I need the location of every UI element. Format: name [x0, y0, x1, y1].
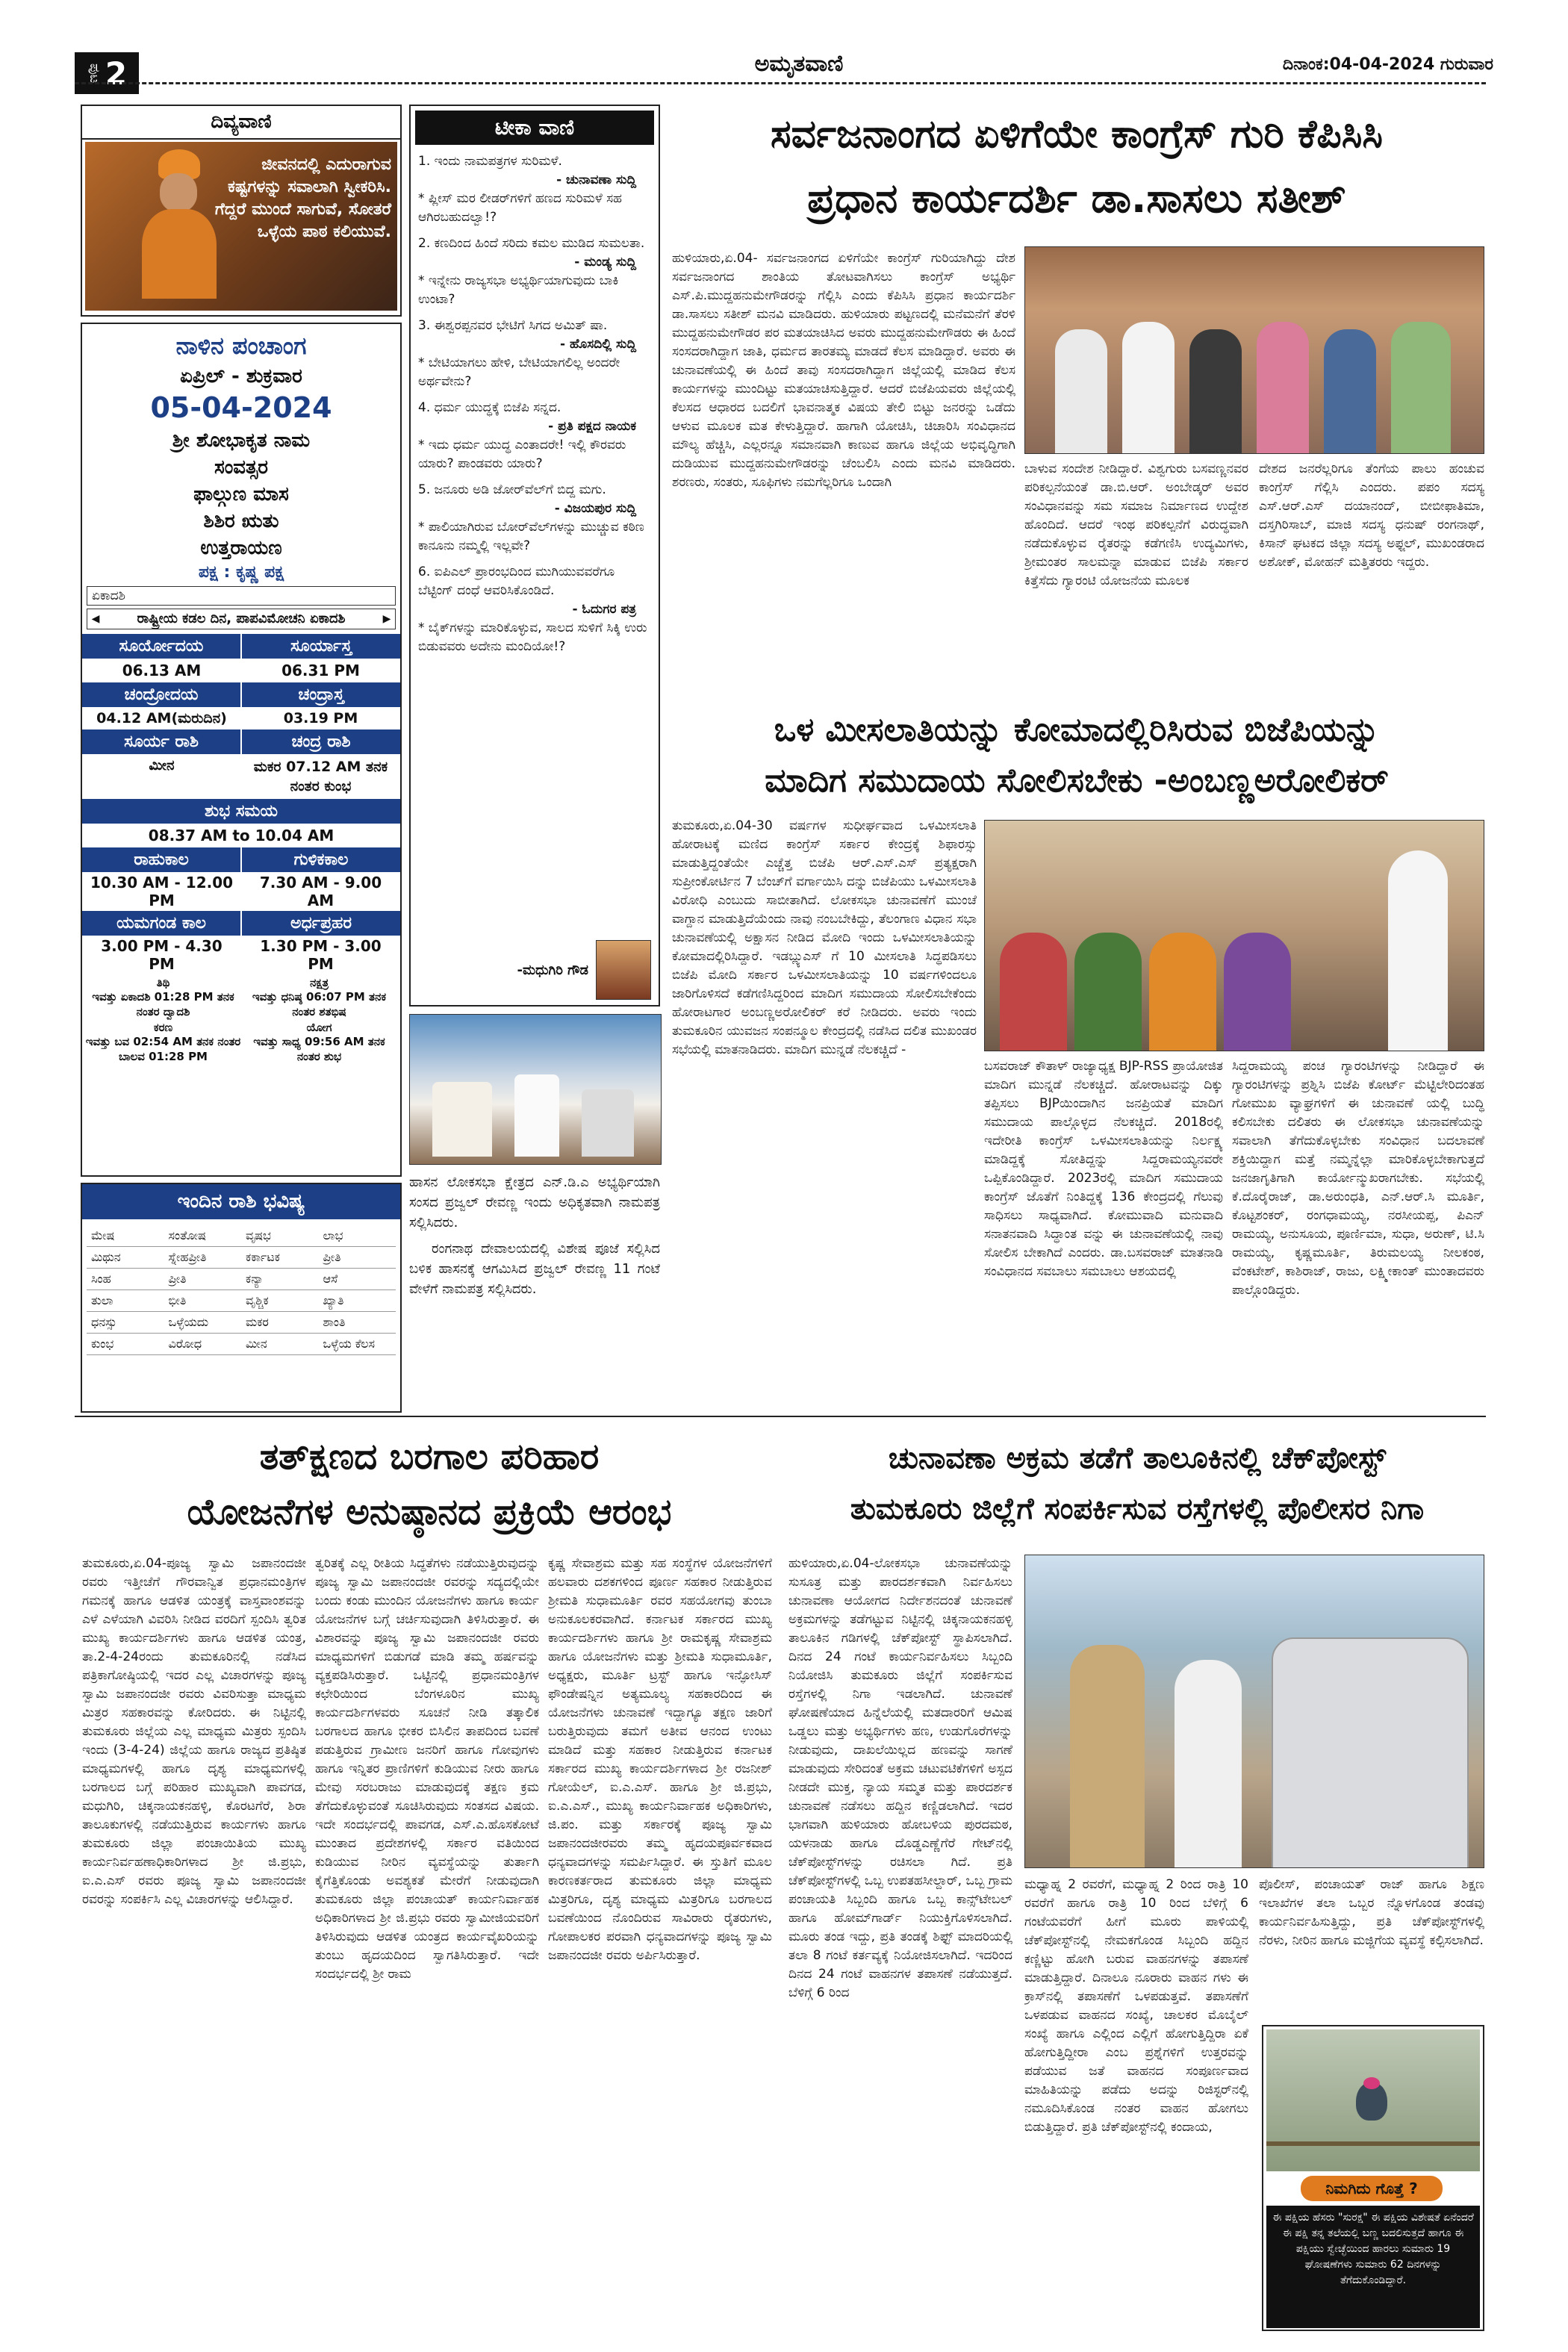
- divyavani-image: [85, 142, 397, 311]
- article4-col2: ಮಧ್ಯಾಹ್ನ 2 ರವರೆಗೆ, ಮಧ್ಯಾಹ್ನ 2 ರಿಂದ ರಾತ್ರಿ 10 ರವರೆಗೆ ಹಾಗೂ ರಾತ್ರಿ 10 ರಿಂದ ಬೆಳಿಗ್ಗೆ 6 ಗಂಟೆಯವರೆಗೆ ಹೀಗೆ ಮೂರು ಪಾಳಿಯಲ್ಲಿ ಚೆಕ್‌ಪೋಸ್ಟ್‌ನಲ್ಲಿ ನೇಮಕಗೊಂಡ ಸಿಬ್ಬಂದಿ ಹದ್ದಿನ ಕಣ್ಣಿಟ್ಟು ಹೋಗಿ ಬರುವ ವಾಹನಗಳನ್ನು ತಪಾಸಣೆ ಮಾಡುತ್ತಿದ್ದಾರೆ. ದಿನಾಲೂ ನೂರಾರು ವಾಹನ ಗಳು ಈ ಕ್ರಾಸ್‌ನಲ್ಲಿ ತಪಾಸಣೆಗೆ ಒಳಪಡುತ್ತವೆ. ತಪಾಸಣೆಗೆ ಒಳಪಡುವ ವಾಹನದ ಸಂಖ್ಯೆ, ಚಾಲಕರ ಮೊಬೈಲ್ ಸಂಖ್ಯೆ ಹಾಗೂ ಎಲ್ಲಿಂದ ಎಲ್ಲಿಗೆ ಹೋಗುತ್ತಿದ್ದಿರಾ ಏಕೆ ಹೋಗುತ್ತಿದ್ದೀರಾ ಎಂಬ ಪ್ರಶ್ನೆಗಳಿಗೆ ಉತ್ತರವನ್ನು ಪಡೆಯುವ ಜತೆ ವಾಹನದ ಸಂಪೂರ್ಣವಾದ ಮಾಹಿತಿಯನ್ನು ಪಡೆದು ಅದನ್ನು ರಿಜಿಸ್ಟರ್‌ನಲ್ಲಿ ನಮೂದಿಸಿಕೊಂಡ ನಂತರ ವಾಹನ ಹೋಗಲು ಬಿಡುತ್ತಿದ್ದಾರೆ. ಪ್ರತಿ ಚೆಕ್‌ಪೋಸ್ಟ್‌ನಲ್ಲಿ ಕಂದಾಯ,: [1024, 1877, 1248, 2135]
- panchanga-box: [81, 323, 402, 1177]
- section-divider: [75, 1416, 1486, 1417]
- rashi-row: ತುಲಾ ಭೀತಿ ವೃಶ್ಚಿಕ ಖ್ಯಾತಿ: [87, 1290, 396, 1312]
- moon-header: ಚಂದ್ರೋದಯ ಚಂದ್ರಾಸ್ತ: [82, 682, 400, 707]
- karana-grid: ಕರಣ ಇವತ್ತು ಬವ 02:54 AM ತನಕ ನಂತರ ಬಾಲವ 01:28 PM ಯೋಗ ಇವತ್ತು ಸಾಧ್ಯ 09:56 AM ತನಕ ನಂತರ ಶುಭ: [85, 1021, 385, 1063]
- rahu-values: 10.30 AM - 12.00 PM 7.30 AM - 9.00 AM: [90, 874, 382, 909]
- next-arrow-icon[interactable]: ▶: [382, 613, 391, 625]
- article2-col3: ಸಿದ್ದರಾಮಯ್ಯ ಪಂಚ ಗ್ಯಾರಂಟಿಗಳನ್ನು ನೀಡಿದ್ದಾರೆ ಈ ಗ್ಯಾರಂಟಿಗಳನ್ನು ಪ್ರಶ್ನಿಸಿ ಬಿಜೆಪಿ ಕೋರ್ಟ್ ಮೆಟ್ಟಿಲೇರಿದಂತಹ ಗೋಮುಖ ವ್ಯಾಘ್ರಗಳಿಗೆ ಈ ಚುನಾವಣೆ ಯಲ್ಲಿ ಬುದ್ಧಿ ಕಲಿಸಬೇಕು ದಲಿತರು ಈ ಲೋಕಸಭಾ ಚುನಾವಣೆಯನ್ನು ಸವಾಲಾಗಿ ತೆಗೆದುಕೊಳ್ಳಬೇಕು ಸಂವಿಧಾನ ಬದಲಾವಣೆ ಶಕ್ತಿಯಿದ್ದಾಗ ಮತ್ತೆ ನಮ್ಮನ್ನೆಲ್ಲಾ ಮಾರಿಕೊಳ್ಳಬೇಕಾಗುತ್ತದೆ ಜನಜಾಗೃತಿಗಾಗಿ ಕಾರ್ಯೋನ್ಮುಖರಾಗಬೇಕು. ಸಭೆಯಲ್ಲಿ ಕೆ.ದೊರೈರಾಜ್, ಡಾ.ಅರುಂಧತಿ, ಎನ್.ಆರ್.ಸಿ ಮೂರ್ತಿ, ಕೊಟ್ಟಶಂಕರ್, ರಂಗಧಾಮಯ್ಯ, ನರಸೀಯಪ್ಪ, ಪಿಎನ್ ರಾಮಯ್ಯ, ಅನುಸೂಯ, ಪೂರ್ಣಿಮಾ, ಸುಧಾ, ಅರುಣ್, ಟಿ.ಸಿ ರಾಮಯ್ಯ, ಕೃಷ್ಣಮೂರ್ತಿ, ತಿರುಮಲಯ್ಯ ನೀಲಕಂಠ, ವೆಂಕಟೇಶ್, ಕಾಶಿರಾಜ್, ರಾಜು, ಲಕ್ಷ್ಮೀಕಾಂತ್ ಮುಂತಾದವರು ಪಾಲ್ಗೊಂಡಿದ್ದರು.: [1232, 1059, 1484, 1298]
- shubha-header: ಶುಭ ಸಮಯ: [82, 799, 400, 824]
- article4-headline-1: ಚುನಾವಣಾ ಅಕ್ರಮ ತಡೆಗೆ ತಾಲೂಕಿನಲ್ಲಿ ಚೆಕ್‌ಪೋಸ್ಟ್: [888, 1441, 1387, 1475]
- author-photo: [596, 940, 651, 1000]
- rashi-table: [82, 1219, 400, 1361]
- hassan-photo: [409, 1014, 662, 1165]
- panchanga-line-3: ಫಾಲ್ಗುಣ ಮಾಸ: [193, 483, 289, 505]
- article3-col1: ತುಮಕೂರು,ಏ.04-ಪೂಜ್ಯ ಸ್ವಾಮಿ ಜಪಾನಂದಜೀ ರವರು ಇತ್ತೀಚೆಗೆ ಗೌರವಾನ್ವಿತ ಪ್ರಧಾನಮಂತ್ರಿಗಳ ಗಮನಕ್ಕೆ ಹಾಗೂ ಆಡಳಿತ ಯಂತ್ರಕ್ಕೆ ವಾಸ್ತವಾಂಶವನ್ನು ಎಳೆ ಎಳೆಯಾಗಿ ವಿವರಿಸಿ ನೀಡಿದ ವರದಿಗೆ ಸ್ಪಂದಿಸಿ ತ್ವರಿತ ಮುಖ್ಯ ಕಾರ್ಯದರ್ಶಿಗಳು ಹಾಗೂ ಆಡಳಿತ ಯಂತ್ರ, ತಾ.2-4-24ರಂದು ತುಮಕೂರಿನಲ್ಲಿ ನಡೆಸಿದ ಪತ್ರಿಕಾಗೋಷ್ಠಿಯಲ್ಲಿ ಇದರ ಎಲ್ಲ ವಿಚಾರಗಳನ್ನು ಪೂಜ್ಯ ಸ್ವಾಮಿ ಜಪಾನಂದಜೀ ರವರು ವಿವರಿಸುತ್ತಾ ಮಾಧ್ಯಮ ಮಿತ್ರರ ಸಹಕಾರವನ್ನು ಕೋರಿದರು. ಈ ನಿಟ್ಟಿನಲ್ಲಿ ತುಮಕೂರು ಜಿಲ್ಲೆಯ ಎಲ್ಲ ಮಾಧ್ಯಮ ಮಿತ್ರರು ಸ್ಪಂದಿಸಿ ಇಂದು (3-4-24) ಜಿಲ್ಲೆಯ ಹಾಗೂ ರಾಜ್ಯದ ಪ್ರತಿಷ್ಠಿತ ಮಾಧ್ಯಮಗಳಲ್ಲಿ ಹಾಗೂ ದೃಶ್ಯ ಮಾಧ್ಯಮಗಳಲ್ಲಿ ಬರಗಾಲದ ಬಗ್ಗೆ ಪರಿಹಾರ ಮುಖ್ಯವಾಗಿ ಪಾವಗಡ, ಮಧುಗಿರಿ, ಚಿಕ್ಕನಾಯಕನಹಳ್ಳಿ, ಕೊರಟಗೆರೆ, ಶಿರಾ ತಾಲೂಕುಗಳಲ್ಲಿ ನಡೆಯುತ್ತಿರುವ ಕಾರ್ಯಗಳು ಹಾಗೂ ತುಮಕೂರು ಜಿಲ್ಲಾ ಪಂಚಾಯಿತಿಯ ಮುಖ್ಯ ಕಾರ್ಯನಿರ್ವಹಣಾಧಿಕಾರಿಗಳಾದ ಶ್ರೀ ಜಿ.ಪ್ರಭು, ಐ.ಎ.ಎಸ್ ರವರು ಪೂಜ್ಯ ಸ್ವಾಮಿ ಜಪಾನಂದಜೀ ರವರನ್ನು ಸಂಪರ್ಕಿಸಿ ಎಲ್ಲ ವಿಚಾರಗಳನ್ನು ಆಲಿಸಿದ್ದಾರೆ.: [82, 1556, 306, 1907]
- festival-label: ರಾಷ್ಟ್ರೀಯ ಕಡಲ ದಿನ, ಪಾಪವಿಮೋಚನಿ ಏಕಾದಶಿ: [137, 611, 346, 626]
- page-number-box: [75, 52, 139, 94]
- rashi-header: ಸೂರ್ಯ ರಾಶಿ ಚಂದ್ರ ರಾಶಿ: [82, 729, 400, 754]
- date-line: ದಿನಾಂಕ:04-04-2024 ಗುರುವಾರ: [1282, 55, 1493, 74]
- tika-vani-title: ಟೀಕಾ ವಾಣಿ: [415, 111, 654, 145]
- rashi-row: ಧನಸ್ಸು ಒಳ್ಳೆಯದು ಮಕರ ಶಾಂತಿ: [87, 1312, 396, 1334]
- article1-headline-1: ಸರ್ವಜನಾಂಗದ ಏಳಿಗೆಯೇ ಕಾಂಗ್ರೆಸ್ ಗುರಿ ಕೆಪಿಸಿಸಿ: [771, 112, 1383, 157]
- rashi-row: ಮೇಷ ಸಂತೋಷ ವೃಷಭ ಲಾಭ: [87, 1225, 396, 1247]
- panchanga-line-4: ಶಿಶಿರ ಋತು: [203, 510, 279, 532]
- ekadashi-bar: ಏಕಾದಶಿ: [87, 586, 396, 606]
- panchanga-month: ಏಪ್ರಿಲ್ - ಶುಕ್ರವಾರ: [180, 365, 302, 388]
- article1-col3: ದೇಶದ ಜನರೆಲ್ಲರಿಗೂ ತೆಂಗೆಯ ಪಾಲು ಹಂಚುವ ಕಾಂಗ್ರೆಸ್ ಗೆಲ್ಲಿಸಿ ಎಂದರು. ಪಪಂ ಸದಸ್ಯ ಎಸ್.ಆರ್.ಎಸ್ ದಯಾನಂದ್, ಬೀಬೀಫಾತಿಮಾ, ದಸ್ತಗಿರಿಸಾಬ್, ಮಾಜಿ ಸದಸ್ಯ ಧನುಷ್ ರಂಗನಾಥ್, ಕಿಸಾನ್ ಘಟಕದ ಜಿಲ್ಲಾ ಸದಸ್ಯ ಅಫ್ಜಲ್, ಮುಖಂಡರಾದ ಅಶೋಕ್, ಮೋಹನ್ ಮತ್ತಿತರರು ಇದ್ದರು.: [1259, 461, 1484, 570]
- article3-headline-2: ಯೋಜನೆಗಳ ಅನುಷ್ಠಾನದ ಪ್ರಕ್ರಿಯೆ ಆರಂಭ: [187, 1491, 672, 1533]
- masthead-rule: [75, 82, 1486, 84]
- divyavani-quote: ಜೀವನದಲ್ಲಿ ಎದುರಾಗುವ ಕಷ್ಟಗಳನ್ನು ಸವಾಲಾಗಿ ಸ್ವೀಕರಿಸಿ. ಗೆದ್ದರೆ ಮುಂದೆ ಸಾಗುವೆ, ಸೋತರೆ ಒಳ್ಳೆಯ ಪಾಠ ಕಲಿಯುವೆ.: [214, 155, 391, 241]
- prev-arrow-icon[interactable]: ◀: [91, 613, 100, 625]
- page-number: 2: [105, 55, 128, 92]
- sun-header: ಸೂರ್ಯೋದಯ ಸೂರ್ಯಾಸ್ತ: [82, 634, 400, 659]
- panchanga-date: 05-04-2024: [150, 391, 332, 424]
- tika-item: 4. ಧರ್ಮ ಯುದ್ಧಕ್ಕೆ ಬಿಜೆಪಿ ಸನ್ನದ. - ಪ್ರತಿ ಪಕ್ಷದ ನಾಯಕ * ಇದು ಧರ್ಮ ಯುದ್ಧ ಎಂತಾದರೇ! ಇಲ್ಲಿ ಕೌರವರು ಯಾರು? ಪಾಂಡವರು ಯಾರು?: [418, 400, 636, 471]
- yama-values: 3.00 PM - 4.30 PM 1.30 PM - 3.00 PM: [101, 937, 382, 973]
- rashi-title: ಇಂದಿನ ರಾಶಿ ಭವಿಷ್ಯ: [82, 1184, 400, 1219]
- tika-vani-box: [409, 105, 660, 1007]
- rahu-header: ರಾಹುಕಾಲ ಗುಳಿಕಕಾಲ: [82, 847, 400, 872]
- article2-headline-2: ಮಾದಿಗ ಸಮುದಾಯ ಸೋಲಿಸಬೇಕು -ಅಂಬಣ್ಣಅರೋಲಿಕರ್: [765, 762, 1389, 800]
- tika-author-row: [418, 939, 651, 1001]
- panchanga-line-2: ಸಂವತ್ಸರ: [214, 456, 269, 479]
- article1-headline-2: ಪ್ರಧಾನ ಕಾರ್ಯದರ್ಶಿ ಡಾ.ಸಾಸಲು ಸತೀಶ್: [807, 175, 1346, 222]
- tika-item: 2. ಕಣದಿಂದ ಹಿಂದೆ ಸರಿದು ಕಮಲ ಮುಡಿದ ಸುಮಲತಾ. - ಮಂಡ್ಯ ಸುದ್ದಿ * ಇನ್ನೇನು ರಾಜ್ಯಸಭಾ ಅಭ್ಯರ್ಥಿಯಾಗುವುದು ಬಾಕಿ ಉಂಟಾ?: [418, 236, 645, 307]
- rashi-row: ಸಿಂಹ ಪ್ರೀತಿ ಕನ್ಯಾ ಆಸೆ: [87, 1269, 396, 1290]
- article4-col3: ಪೊಲೀಸ್, ಪಂಚಾಯತ್ ರಾಜ್ ಹಾಗೂ ಶಿಕ್ಷಣ ಇಲಾಖೆಗಳ ತಲಾ ಒಬ್ಬರ ನ್ನೊಳಗೊಂಡ ತಂಡವು ಕಾರ್ಯನಿರ್ವಹಿಸುತ್ತಿದ್ದು, ಪ್ರತಿ ಚೆಕ್‌ಪೋಸ್ಟ್‌ಗಳಲ್ಲಿ ನೆರಳು, ನೀರಿನ ಹಾಗೂ ಮಜ್ಜಿಗೆಯ ವ್ಯವಸ್ಥೆ ಕಲ್ಪಿಸಲಾಗಿದೆ.: [1259, 1877, 1484, 1948]
- tithi-grid: ತಿಥಿ ಇವತ್ತು ಏಕಾದಶಿ 01:28 PM ತನಕ ನಂತರ ದ್ವಾದಶಿ ನಕ್ಷತ್ರ ಇವತ್ತು ಧನಿಷ್ಠ 06:07 PM ತನಕ ನಂತರ ಶತಭಿಷ: [92, 976, 387, 1018]
- tika-item: 3. ಈಶ್ವರಪ್ಪನವರ ಭೇಟಿಗೆ ಸಿಗದ ಅಮಿತ್ ಷಾ. - ಹೊಸದಿಲ್ಲಿ ಸುದ್ದಿ * ಬೇಟಿಯಾಗಲು ಹೇಳಿ, ಬೇಟಿಯಾಗಲಿಲ್ಲ ಅಂದರೇ ಅರ್ಥವೇನು?: [418, 318, 636, 389]
- article1-col2: ಬಾಳುವ ಸಂದೇಶ ನೀಡಿದ್ದಾರೆ. ವಿಶ್ವಗುರು ಬಸವಣ್ಣನವರ ಪರಿಕಲ್ಪನೆಯಂತೆ ಡಾ.ಬಿ.ಆರ್. ಅಂಬೇಡ್ಕರ್ ಅವರ ಸಂವಿಧಾನವನ್ನು ಸಮ ಸಮಾಜ ನಿರ್ಮಾಣದ ಉದ್ದೇಶ ಹೊಂದಿದೆ. ಆದರೆ ಇಂಥ ಪರಿಕಲ್ಪನೆಗೆ ವಿರುದ್ಧವಾಗಿ ನಡೆದುಕೊಳ್ಳುವ ರೈತರನ್ನು ಕಡೆಗಣಿಸಿ ಉದ್ಯಮಿಗಳು, ಶ್ರೀಮಂತರ ಸಾಲಮನ್ನಾ ಮಾಡುವ ಬಿಜೆಪಿ ಸರ್ಕಾರ ಕಿತ್ತೆಸೆದು ಗ್ಯಾರಂಟಿ ಯೋಜನೆಯ ಮೂಲಕ: [1024, 461, 1248, 588]
- article1-photo: [1024, 246, 1484, 454]
- yama-header: ಯಮಗಂಡ ಕಾಲ ಅರ್ಧಪ್ರಹರ: [82, 911, 400, 936]
- article3-col2: ತ್ವರಿತಕ್ಕೆ ಎಲ್ಲ ರೀತಿಯ ಸಿದ್ಧತೆಗಳು ನಡೆಯುತ್ತಿರುವುದನ್ನು ಪೂಜ್ಯ ಸ್ವಾಮಿ ಜಪಾನಂದಜೀ ರವರನ್ನು ಸದ್ಯದಲ್ಲಿಯೇ ಬಂದು ಕಂಡು ಮುಂದಿನ ಯೋಜನೆಗಳು ಹಾಗೂ ಕಾರ್ಯ ಯೋಜನೆಗಳ ಬಗ್ಗೆ ಚರ್ಚಿಸುವುದಾಗಿ ತಿಳಿಸಿರುತ್ತಾರೆ. ಈ ವಿಶಾರವನ್ನು ಪೂಜ್ಯ ಸ್ವಾಮಿ ಜಪಾನಂದಜೀ ರವರು ಮಾಧ್ಯಮಗಳಿಗೆ ಬಿಡುಗಡೆ ಮಾಡಿ ತಮ್ಮ ಹರ್ಷವನ್ನು ವ್ಯಕ್ತಪಡಿಸಿರುತ್ತಾರೆ. ಒಟ್ಟಿನಲ್ಲಿ ಪ್ರಧಾನಮಂತ್ರಿಗಳ ಕಛೇರಿಯಿಂದ ಬೆಂಗಳೂರಿನ ಮುಖ್ಯ ಕಾರ್ಯದರ್ಶಿಗಳವರು ಸೂಚನೆ ನೀಡಿ ತತ್ಕಾಲಿಕ ಬರಗಾಲದ ಹಾಗೂ ಭೀಕರ ಬಿಸಿಲಿನ ತಾಪದಿಂದ ಬವಣೆ ಪಡುತ್ತಿರುವ ಗ್ರಾಮೀಣ ಜನರಿಗೆ ಹಾಗೂ ಗೋವುಗಳು ಹಾಗೂ ಇನ್ನಿತರ ಪ್ರಾಣಿಗಳಿಗೆ ಕುಡಿಯುವ ನೀರು ಹಾಗೂ ಮೇವು ಸರಬರಾಜು ಮಾಡುವುದಕ್ಕೆ ತಕ್ಷಣ ಕ್ರಮ ತೆಗೆದುಕೊಳ್ಳುವಂತೆ ಸೂಚಿಸಿರುವುದು ಸಂತಸದ ವಿಷಯ. ಇದೇ ಸಂದರ್ಭದಲ್ಲಿ ಪಾವಗಡ, ಎಸ್.ಎ.ಹೊಸಕೋಟೆ ಮುಂತಾದ ಪ್ರದೇಶಗಳಲ್ಲಿ ಸರ್ಕಾರ ವತಿಯಿಂದ ಕುಡಿಯುವ ನೀರಿನ ವ್ಯವಸ್ಥೆಯನ್ನು ತುರ್ತಾಗಿ ಕೈಗೆತ್ತಿಕೊಂಡು ಅವಶ್ಯಕತೆ ಮೇರೆಗೆ ನೀಡುವುದಾಗಿ ತುಮಕೂರು ಜಿಲ್ಲಾ ಪಂಚಾಯತ್ ಕಾರ್ಯನಿರ್ವಾಹಕ ಅಧಿಕಾರಿಗಳಾದ ಶ್ರೀ ಜಿ.ಪ್ರಭು ರವರು ಸ್ವಾಮೀಜಿಯವರಿಗೆ ತಿಳಿಸಿರುವುದು ಆಡಳಿತ ಯಂತ್ರದ ಕಾರ್ಯವೈಖರಿಯನ್ನು ತುಂಬು ಹೃದಯದಿಂದ ಸ್ವಾಗತಿಸಿರುತ್ತಾರೆ. ಇದೇ ಸಂದರ್ಭದಲ್ಲಿ ಶ್ರೀ ರಾಮ: [315, 1556, 539, 1982]
- page-label: ಪುಟ: [86, 63, 102, 84]
- panchanga-title: ನಾಳಿನ ಪಂಚಾಂಗ: [175, 332, 307, 360]
- tika-item: 5. ಜನೂರು ಅಡಿ ಜೋರ್‌ವೆಲ್‌ಗೆ ಬಿದ್ದ ಮಗು. - ವಿಜಯಪುರ ಸುದ್ದಿ * ಪಾಲಿಯಾಗಿರುವ ಬೋರ್‌ವೆಲ್‌ಗಳನ್ನು ಮುಚ್ಚುವ ಕಠಿಣ ಕಾನೂನು ನಮ್ಮಲ್ಲಿ ಇಲ್ಲವೇ?: [418, 482, 644, 553]
- rashi-values: ಮೀನ ಮಕರ 07.12 AM ತನಕ ನಂತರ ಕುಂಭ: [149, 757, 388, 794]
- bird-photo: [1266, 2029, 1480, 2171]
- hassan-body: ರಂಗನಾಥ ದೇವಾಲಯದಲ್ಲಿ ವಿಶೇಷ ಪೂಜೆ ಸಲ್ಲಿಸಿದ ಬಳಿಕ ಹಾಸನಕ್ಕೆ ಆಗಮಿಸಿದ ಪ್ರಜ್ವಲ್ ರೇವಣ್ಣ 11 ಗಂಟೆ ವೇಳೆಗೆ ನಾಮಪತ್ರ ಸಲ್ಲಿಸಿದರು.: [409, 1241, 660, 1297]
- article4-col1: ಹುಳಿಯಾರು,ಏ.04-ಲೋಕಸಭಾ ಚುನಾವಣೆಯನ್ನು ಸುಸೂತ್ರ ಮತ್ತು ಪಾರದರ್ಶಕವಾಗಿ ನಿರ್ವಹಿಸಲು ಚುನಾವಣಾ ಆಯೋಗದ ನಿರ್ದೇಶನದಂತೆ ಚುನಾವಣೆ ಅಕ್ರಮಗಳನ್ನು ತಡೆಗಟ್ಟುವ ನಿಟ್ಟಿನಲ್ಲಿ ಚಿಕ್ಕನಾಯಕನಹಳ್ಳಿ ತಾಲೂಕಿನ ಗಡಿಗಳಲ್ಲಿ ಚೆಕ್‌ಪೋಸ್ಟ್ ಸ್ಥಾಪಿಸಲಾಗಿದೆ. ದಿನದ 24 ಗಂಟೆ ಕಾರ್ಯನಿರ್ವಹಿಸಲು ಸಿಬ್ಬಂದಿ ನಿಯೋಜಿಸಿ ತುಮಕೂರು ಜಿಲ್ಲೆಗೆ ಸಂಪರ್ಕಿಸುವ ರಸ್ತೆಗಳಲ್ಲಿ ನಿಗಾ ಇಡಲಾಗಿದೆ. ಚುನಾವಣೆ ಘೋಷಣೆಯಾದ ಹಿನ್ನೆಲೆಯಲ್ಲಿ ಮತದಾರರಿಗೆ ಆಮಿಷ ಒಡ್ಡಲು ಮತ್ತು ಅಭ್ಯರ್ಥಿಗಳು ಹಣ, ಉಡುಗೊರೆಗಳನ್ನು ನೀಡುವುದು, ದಾಖಲೆಯಿಲ್ಲದ ಹಣವನ್ನು ಸಾಗಣೆ ಮಾಡುವುದು ಸೇರಿದಂತೆ ಅಕ್ರಮ ಚಟುವಟಿಕೆಗಳಿಗೆ ಅಸ್ಪದ ನೀಡದೇ ಮುಕ್ತ, ನ್ಯಾಯ ಸಮ್ಮತ ಮತ್ತು ಪಾರದರ್ಶಕ ಚುನಾವಣೆ ನಡೆಸಲು ಹದ್ದಿನ ಕಣ್ಣಿಡಲಾಗಿದೆ. ಇದರ ಭಾಗವಾಗಿ ಹುಳಿಯಾರು ಹೋಬಳಿಯ ಪುರದಮಠ, ಯಳನಾಡು ಹಾಗೂ ದೊಡ್ಡಎಣ್ಣೆಗೆರೆ ಗೇಟ್‌ನಲ್ಲಿ ಚೆಕ್‌ಪೋಸ್ಟ್‌ಗಳನ್ನು ರಚಿಸಲಾ ಗಿದೆ. ಪ್ರತಿ ಚೆಕ್‌ಪೋಸ್ಟ್‌ಗಳಲ್ಲಿ ಒಬ್ಬ ಉಪತಹಸೀಲ್ದಾರ್, ಒಬ್ಬ ಗ್ರಾಮ ಪಂಚಾಯತಿ ಸಿಬ್ಬಂದಿ ಹಾಗೂ ಒಬ್ಬ ಕಾನ್ಸ್‌ಟೇಬಲ್ ಹಾಗೂ ಹೋಮ್‌ಗಾರ್ಡ್ ನಿಯುಕ್ತಿಗೊಳಿಸಲಾಗಿದೆ. ಮೂರು ತಂಡ ಇದ್ದು, ಪ್ರತಿ ತಂಡಕ್ಕೆ ಶಿಫ್ಟ್ ಮಾದರಿಯಲ್ಲಿ ತಲಾ 8 ಗಂಟೆ ಕರ್ತವ್ಯಕ್ಕೆ ನಿಯೋಜಿಸಲಾಗಿದೆ. ಇದರಿಂದ ದಿನದ 24 ಗಂಟೆ ವಾಹನಗಳ ತಪಾಸಣೆ ನಡೆಯುತ್ತದೆ. ಬೆಳಿಗ್ಗೆ 6 ರಿಂದ: [788, 1556, 1012, 2000]
- rashi-box: [81, 1183, 402, 1413]
- hassan-caption: ಹಾಸನ ಲೋಕಸಭಾ ಕ್ಷೇತ್ರದ ಎನ್.ಡಿ.ಎ ಅಭ್ಯರ್ಥಿಯಾಗಿ ಸಂಸದ ಪ್ರಜ್ವಲ್ ರೇವಣ್ಣ ಇಂದು ಅಧಿಕೃತವಾಗಿ ನಾಮಪತ್ರ ಸಲ್ಲಿಸಿದರು.: [409, 1175, 660, 1231]
- panchanga-line-1: ಶ್ರೀ ಶೋಭಾಕೃತ ನಾಮ: [172, 429, 311, 452]
- tika-items: [411, 149, 659, 667]
- rashi-row: ಕುಂಭ ವಿರೋಧ ಮೀನ ಒಳ್ಳೆಯ ಕೆಲಸ: [87, 1334, 396, 1355]
- article4-photo: [1024, 1555, 1484, 1868]
- divyavani-title: ದಿವ್ಯವಾಣಿ: [82, 106, 400, 140]
- article2-photo: [984, 820, 1484, 1051]
- article2-col2: ಬಸವರಾಜ್ ಕೌತಾಳ್ ರಾಜ್ಯಾಧ್ಯಕ್ಷ BJP-RSS ಪ್ರಾಯೋಜಿತ ಮಾದಿಗ ಮುನ್ನಡೆ ನೆಲಕಚ್ಚಿದೆ. ಹೋರಾಟವನ್ನು ದಿಕ್ಕು ತಪ್ಪಿಸಲು BJPಯಿಂದಾಗಿನ ಜನಪ್ರಿಯತೆ ಮಾದಿಗ ಸಮುದಾಯ ಪಾಲ್ಗೊಳ್ಳದ ನೆಲಕಚ್ಚಿದೆ. 2018ರಲ್ಲಿ ಇದೇರೀತಿ ಕಾಂಗ್ರೆಸ್ ಒಳಮೀಸಲಾತಿಯನ್ನು ನಿರ್ಲಕ್ಷ್ಯ ಮಾಡಿದ್ದಕ್ಕೆ ಸೋತಿದ್ದನ್ನು ಸಿದ್ದರಾಮಯ್ಯನವರೇ ಒಪ್ಪಿಕೊಂಡಿದ್ದಾರೆ. 2023ರಲ್ಲಿ ಮಾದಿಗ ಸಮುದಾಯ ಕಾಂಗ್ರೆಸ್ ಜೊತೆಗೆ ನಿಂತಿದ್ದಕ್ಕೆ 136 ಕೇಂದ್ರದಲ್ಲಿ ಗೆಲುವು ಸಾಧಿಸಲು ಸಾಧ್ಯವಾಗಿದೆ. ಕೋಮುವಾದಿ ಮನುವಾದಿ ಸನಾತನವಾದಿ ಸಿದ್ಧಾಂತ ವನ್ನು ಈ ಚುನಾವಣೆಯಲ್ಲಿ ನಾವು ಸೋಲಿಸ ಬೇಕಾಗಿದೆ ಎಂದರು. ಡಾ.ಬಸವರಾಜ್ ಮಾತನಾಡಿ ಸಂವಿಧಾನದ ಸವಬಾಲು ಸಮಬಾಲು ಆಶಯದಲ್ಲಿ: [984, 1059, 1223, 1279]
- paper-name: ಅಮೃತವಾಣಿ: [754, 51, 844, 77]
- rashi-row: ಮಿಥುನ ಸ್ನೇಹಪ್ರೀತಿ ಕರ್ಕಾಟಕ ಪ್ರೀತಿ: [87, 1247, 396, 1269]
- festival-bar: [87, 609, 396, 629]
- divyavani-box: [81, 105, 402, 317]
- tika-author: -ಮಧುಗಿರಿ ಗೌಡ: [517, 962, 588, 978]
- panchanga-paksha: ಪಕ್ಷ : ಕೃಷ್ಣ ಪಕ್ಷ: [198, 563, 284, 582]
- did-you-know-box: [1262, 2025, 1484, 2331]
- moon-values: 04.12 AM(ಮರುದಿನ) 03.19 PM: [96, 710, 358, 727]
- did-you-know-title: ನಿಮಗಿದು ಗೊತ್ತೆ ?: [1301, 2176, 1443, 2201]
- tika-item: 1. ಇಂದು ನಾಮಪತ್ರಗಳ ಸುರಿಮಳೆ. - ಚುನಾವಣಾ ಸುದ್ದಿ * ಪ್ಲೀಸ್ ಮರ ಲೀಡರ್‌ಗಳಿಗೆ ಹಣದ ಸುರಿಮಳೆ ಸಹ ಆಗಿರಬಹುದಲ್ವಾ!?: [418, 154, 636, 225]
- hassan-news: [409, 1014, 660, 1410]
- did-you-know-text: ಈ ಪಕ್ಷಿಯ ಹೆಸರು "ಸುರಕ್ಷ" ಈ ಪಕ್ಷಿಯ ವಿಶೇಷತೆ ಏನೆಂದರೆ ಈ ಪಕ್ಷಿ ತನ್ನ ತಲೆಯಲ್ಲಿ ಬಣ್ಣ ಬದಲಿಸುತ್ತದೆ ಹಾಗೂ ಈ ಪಕ್ಷಿಯು ಸ್ವೇಚ್ಛೆಯಿಂದ ಹಾರಲು ಸುಮಾರು 19 ಘೋಷಣೆಗಳು ಸುಮಾರು 62 ದಿನಗಳನ್ನು ತೆಗೆದುಕೊಂಡಿದ್ದಾರೆ.: [1266, 2206, 1480, 2328]
- article1-col1: ಹುಳಿಯಾರು,ಏ.04- ಸರ್ವಜನಾಂಗದ ಏಳಿಗೆಯೇ ಕಾಂಗ್ರೆಸ್ ಗುರಿಯಾಗಿದ್ದು ದೇಶ ಸರ್ವಜನಾಂಗದ ಶಾಂತಿಯ ತೋಟವಾಗಿಸಲು ಕಾಂಗ್ರೆಸ್ ಅಭ್ಯರ್ಥಿ ಎಸ್.ಪಿ.ಮುದ್ದಹನುಮೇಗೌಡರನ್ನು ಗೆಲ್ಲಿಸಿ ಎಂದು ಕೆಪಿಸಿಸಿ ಪ್ರಧಾನ ಕಾರ್ಯದರ್ಶಿ ಡಾ.ಸಾಸಲು ಸತೀಶ್ ಮನವಿ ಮಾಡಿದರು. ಹುಳಿಯಾರು ಪಟ್ಟಣದಲ್ಲಿ ಮನೆಮನೆಗೆ ತೆರಳಿ ಮುದ್ದಹನುಮೇಗೌಡರ ಪರ ಮತಯಾಚಿಸಿದ ಅವರು ಮುದ್ದಹನುಮೇಗೌಡರು ಈ ಹಿಂದೆ ಸಂಸದರಾಗಿದ್ದಾಗ ಜಾತಿ, ಧರ್ಮದ ತಾರತಮ್ಯ ಮಾಡದೆ ಕೆಲಸ ಮಾಡಿದ್ದಾರೆ. ಅವರು ಈ ಚುನಾವಣೆಯಲ್ಲಿ ಈ ಹಿಂದೆ ತಾವು ಸಂಸದರಾಗಿದ್ದಾಗ ಜಿಲ್ಲೆಯಲ್ಲಿ ಮಾಡಿದ ಕೆಲಸ ಕಾರ್ಯಗಳನ್ನು ಮುಂದಿಟ್ಟು ಮತಯಾಚಿಸುತ್ತಿದ್ದಾರೆ. ಆದರೆ ಬಿಜೆಪಿಯವರು ಜಿಲ್ಲೆಯಲ್ಲಿ ಕೆಲಸದ ಆಧಾರದ ಬದಲಿಗೆ ಭಾವನಾತ್ಮಕ ವಿಷಯ ತೇಲಿ ಬಿಟ್ಟು ಜನರನ್ನು ಒಡೆದು ಆಳುವ ಮೂಲಕ ಮತ ಕೇಳುತ್ತಿದ್ದಾರೆ. ಹಾಗಾಗಿ ಯೋಚಿಸಿ, ಚಿಚಾರಿಸಿ ಸಂವಿಧಾನದ ಮೌಲ್ಯ ಹೆಚ್ಚಿಸಿ, ಎಲ್ಲರನ್ನೂ ಸಮಾನವಾಗಿ ಕಾಣುವ ಹಾಗೂ ಜಿಲ್ಲೆಯ ಅಭಿವೃದ್ಧಿಗಾಗಿ ದುಡಿಯುವ ಮುದ್ದಹನುಮೇಗೌಡರನ್ನು ಚೆಂಬಲಿಸಿ ಎಂದು ಮನವಿ ಮಾಡಿದರು. ಶರಣರು, ಸಂತರು, ಸೂಫಿಗಳು ನಮಗೆಲ್ಲರಿಗೂ ಒಂದಾಗಿ: [672, 251, 1015, 490]
- article3-col3: ಕೃಷ್ಣ ಸೇವಾಶ್ರಮ ಮತ್ತು ಸಹ ಸಂಸ್ಥೆಗಳ ಯೋಜನೆಗಳಿಗೆ ಹಲವಾರು ದಶಕಗಳಿಂದ ಪೂರ್ಣ ಸಹಕಾರ ನೀಡುತ್ತಿರುವ ಶ್ರೀಮತಿ ಸುಧಾಮೂರ್ತಿ ರವರ ಸಹಯೋಗವು ತುಂಬಾ ಅನುಕೂಲಕರವಾಗಿದೆ. ಕರ್ನಾಟಕ ಸರ್ಕಾರದ ಮುಖ್ಯ ಕಾರ್ಯದರ್ಶಿಗಳು ಹಾಗೂ ಶ್ರೀ ರಾಮಕೃಷ್ಣ ಸೇವಾಶ್ರಮ ಹಾಗೂ ಯೋಜನೆಗಳು ಮತ್ತು ಶ್ರೀಮತಿ ಸುಧಾಮೂರ್ತಿ, ಅಧ್ಯಕ್ಷರು, ಮೂರ್ತಿ ಟ್ರಸ್ಟ್ ಹಾಗೂ ಇನ್ಫೋಸಿಸ್ ಫೌಂಡೇಷನ್ನಿನ ಅತ್ಯಮೂಲ್ಯ ಸಹಕಾರದಿಂದ ಈ ಯೋಜನೆಗಳು ಚುನಾವಣೆ ಇದ್ದಾಗ್ಯೂ ತಕ್ಷಣ ಜಾರಿಗೆ ಬರುತ್ತಿರುವುದು ತಮಗೆ ಅತೀವ ಆನಂದ ಉಂಟು ಮಾಡಿದೆ ಮತ್ತು ಸಹಕಾರ ನೀಡುತ್ತಿರುವ ಕರ್ನಾಟಕ ಸರ್ಕಾರದ ಮುಖ್ಯ ಕಾರ್ಯದರ್ಶಿಗಳಾದ ಶ್ರೀ ರಜನೀಶ್ ಗೋಯೆಲ್, ಐ.ಎ.ಎಸ್. ಹಾಗೂ ಶ್ರೀ ಜಿ.ಪ್ರಭು, ಐ.ಎ.ಎಸ್., ಮುಖ್ಯ ಕಾರ್ಯನಿರ್ವಾಹಕ ಅಧಿಕಾರಿಗಳು, ಜಿ.ಪಂ. ಮತ್ತು ಸರ್ಕಾರಕ್ಕೆ ಪೂಜ್ಯ ಸ್ವಾಮಿ ಜಪಾನಂದಜೀರವರು ತಮ್ಮ ಹೃದಯಪೂರ್ವಕವಾದ ಧನ್ಯವಾದಗಳನ್ನು ಸಮರ್ಪಿಸಿದ್ದಾರೆ. ಈ ಸ್ತುತಿಗೆ ಮೂಲ ಕಾರಣಕರ್ತರಾದ ತುಮಕೂರು ಜಿಲ್ಲಾ ಮಾಧ್ಯಮ ಮಿತ್ರರಿಗೂ, ದೃಶ್ಯ ಮಾಧ್ಯಮ ಮಿತ್ರರಿಗೂ ಬರಗಾಲದ ಬವಣೆಯಿಂದ ನೊಂದಿರುವ ಸಾವಿರಾರು ರೈತರುಗಳು, ಗೋಪಾಲಕರ ಪರವಾಗಿ ಧನ್ಯವಾದಗಳನ್ನು ಪೂಜ್ಯ ಸ್ವಾಮಿ ಜಪಾನಂದಜೀ ರವರು ಅರ್ಪಿಸಿರುತ್ತಾರೆ.: [548, 1556, 772, 1963]
- article2-col1: ತುಮಕೂರು,ಏ.04-30 ವರ್ಷಗಳ ಸುಧೀರ್ಘವಾದ ಒಳಮೀಸಲಾತಿ ಹೋರಾಟಕ್ಕೆ ಮಣಿದ ಕಾಂಗ್ರೆಸ್ ಸರ್ಕಾರ ಕೇಂದ್ರಕ್ಕೆ ಶಿಫಾರಸ್ಸು ಮಾಡುತ್ತಿದ್ದಂತೆಯೇ ಎಚ್ಚೆತ್ತ ಬಿಜೆಪಿ ಆರ್.ಎಸ್.ಎಸ್ ಪ್ರತ್ಯಕ್ಷರಾಗಿ ಸುಪ್ರೀಂಕೋರ್ಟಿನ 7 ಬೆಂಚ್‌ಗೆ ವರ್ಗಾಯಿಸಿ ದನ್ನು ಬಿಜೆಪಿಯು ಒಳಮೀಸಲಾತಿ ವಿರೋಧಿ ಎಂಬುದು ಸಾಬೀತಾಗಿದೆ. ಲೋಕಸಭಾ ಚುನಾವಣೆಗೆ ಮುಂಚೆ ವಾಗ್ದಾನ ಮಾಡುತ್ತಿದೆಯೆಂದು ನಾವು ನಂಬಬೇಕಿದ್ದು, ತೆಲಂಗಾಣ ವಿಧಾನ ಸಭಾ ಚುನಾವಣೆಯಲ್ಲಿ ಅಕ್ಷಾಸನ ನೀಡಿದ ಮೋದಿ ಇಂದು ಒಳಮೀಸಲಾತಿಯನ್ನು ಕೋಮಾದಲ್ಲಿರಿಸಿದ್ದಾರೆ. ಇಡಬ್ಲ್ಯುಎಸ್ ಗೆ 10 ಮೀಸಲಾತಿ ಸಿದ್ಧಪಡಿಸಲು ಬಿಜೆಪಿ ಮೋದಿ ಸರ್ಕಾರ ಒಳಮೀಸಲಾತಿಯನ್ನು 10 ವರ್ಷಗಳಿಂದಲೂ ಜಾರಿಗೊಳಿಸದೆ ಕಡೆಗಣಿಸಿದ್ದರಿಂದ ಮಾದಿಗ ಸಮುದಾಯ ಸೋಲಿಸಬೇಕೆಂದು ಹೋರಾಟಗಾರ ಅಂಬಣ್ಣಅರೋಲಿಕರ್ ಕರೆ ನೀಡಿದರು. ಅವರು ಇಂದು ತುಮಕೂರಿನ ಯುವಜನ ಸಂಪನ್ಮೂಲ ಕೇಂದ್ರದಲ್ಲಿ ನಡೆಸಿದ ದಲಿತ ಮುಖಂಡರ ಸಭೆಯಲ್ಲಿ ಮಾತನಾಡಿದರು. ಮಾದಿಗ ಮುನ್ನಡೆ ನೆಲಕಚ್ಚಿದೆ -: [672, 818, 977, 1057]
- article4-headline-2: ತುಮಕೂರು ಜಿಲ್ಲೆಗೆ ಸಂಪರ್ಕಿಸುವ ರಸ್ತೆಗಳಲ್ಲಿ ಪೊಲೀಸರ ನಿಗಾ: [850, 1492, 1425, 1526]
- masthead: [75, 49, 1493, 92]
- panchanga-line-5: ಉತ್ತರಾಯಣ: [200, 537, 282, 559]
- sun-values: 06.13 AM 06.31 PM: [122, 662, 360, 679]
- article3-headline-1: ತತ್‌ಕ್ಷಣದ ಬರಗಾಲ ಪರಿಹಾರ: [259, 1436, 600, 1478]
- shubha-value: 08.37 AM to 10.04 AM: [148, 827, 335, 844]
- tika-item: 6. ಐಪಿಎಲ್ ಪ್ರಾರಂಭದಿಂದ ಮುಗಿಯುವವರೆಗೂ ಬೆಟ್ಟಿಂಗ್ ದಂಧೆ ಆವರಿಸಿಕೊಂಡಿದೆ. - ಓದುಗರ ಪತ್ರ * ಬೈಕ್‌ಗಳನ್ನು ಮಾರಿಕೊಳ್ಳುವ, ಸಾಲದ ಸುಳಿಗೆ ಸಿಕ್ಕಿ ಉರು ಬಿಡುವವರು ಅದೇನು ಮಂದಿಯೋ!?: [418, 564, 647, 654]
- article2-headline-1: ಒಳ ಮೀಸಲಾತಿಯನ್ನು ಕೋಮಾದಲ್ಲಿರಿಸಿರುವ ಬಿಜೆಪಿಯನ್ನು: [774, 711, 1380, 749]
